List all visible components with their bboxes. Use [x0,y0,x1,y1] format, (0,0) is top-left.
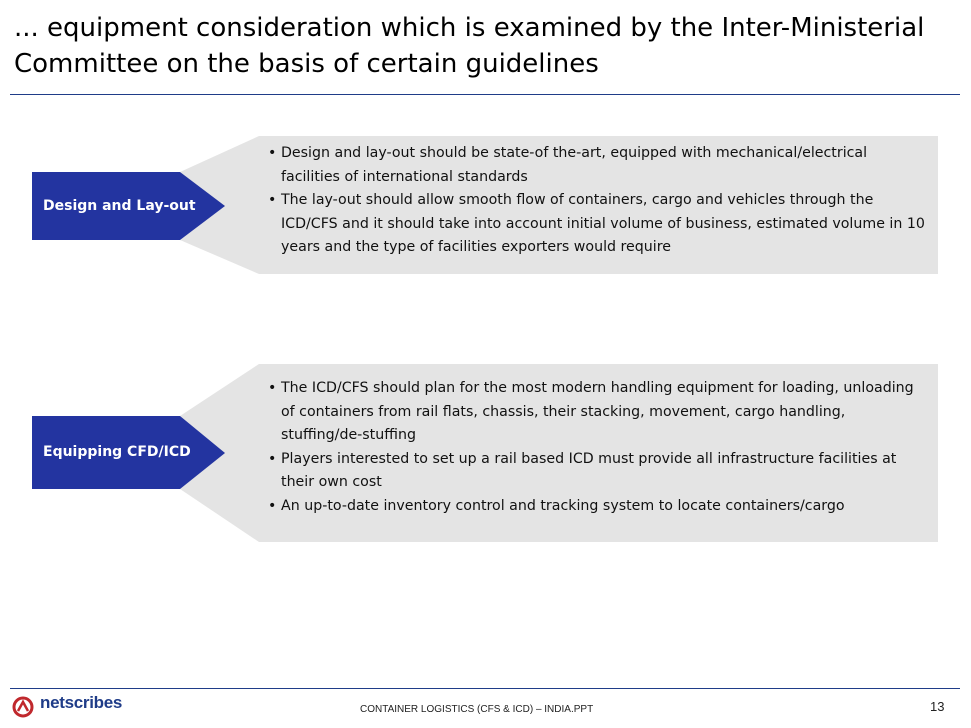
title-divider [10,94,960,95]
bullet-item: • Design and lay-out should be state-of the-art, equipped with mechanical/electrical facilities of international standards [266,142,928,189]
section-label: Equipping CFD/ICD [43,444,191,460]
logo-wordmark: netscribes [40,693,123,712]
slide-title: ... equipment consideration which is examined by the Inter-Ministerial Committee on the basis of certain guidelines [14,13,925,79]
bullet-list [266,142,928,260]
document-name: CONTAINER LOGISTICS (CFS & ICD) – INDIA.PPT [360,704,594,715]
bullet-item: • The lay-out should allow smooth flow of containers, cargo and vehicles through the ICD/CFS and it should take into account initial volume of business, estimated volume in 10 years and the type of facilities exporters would require [266,189,928,260]
section-label: Design and Lay-out [43,198,196,214]
section-equipping [0,364,971,544]
footer-divider [10,688,960,689]
bullet-item: • The ICD/CFS should plan for the most modern handling equipment for loading, unloading of containers from rail flats, chassis, their stacking, movement, cargo handling, stuffing/de-stuffing [266,377,928,448]
bullet-item: • An up-to-date inventory control and tracking system to locate containers/cargo [266,495,928,519]
section-design-layout [0,136,971,276]
logo-mark-icon [12,696,38,720]
bullet-item: • Players interested to set up a rail based ICD must provide all infrastructure facilities at their own cost [266,448,928,495]
page-number: 13 [930,699,945,714]
bullet-list [266,377,928,518]
